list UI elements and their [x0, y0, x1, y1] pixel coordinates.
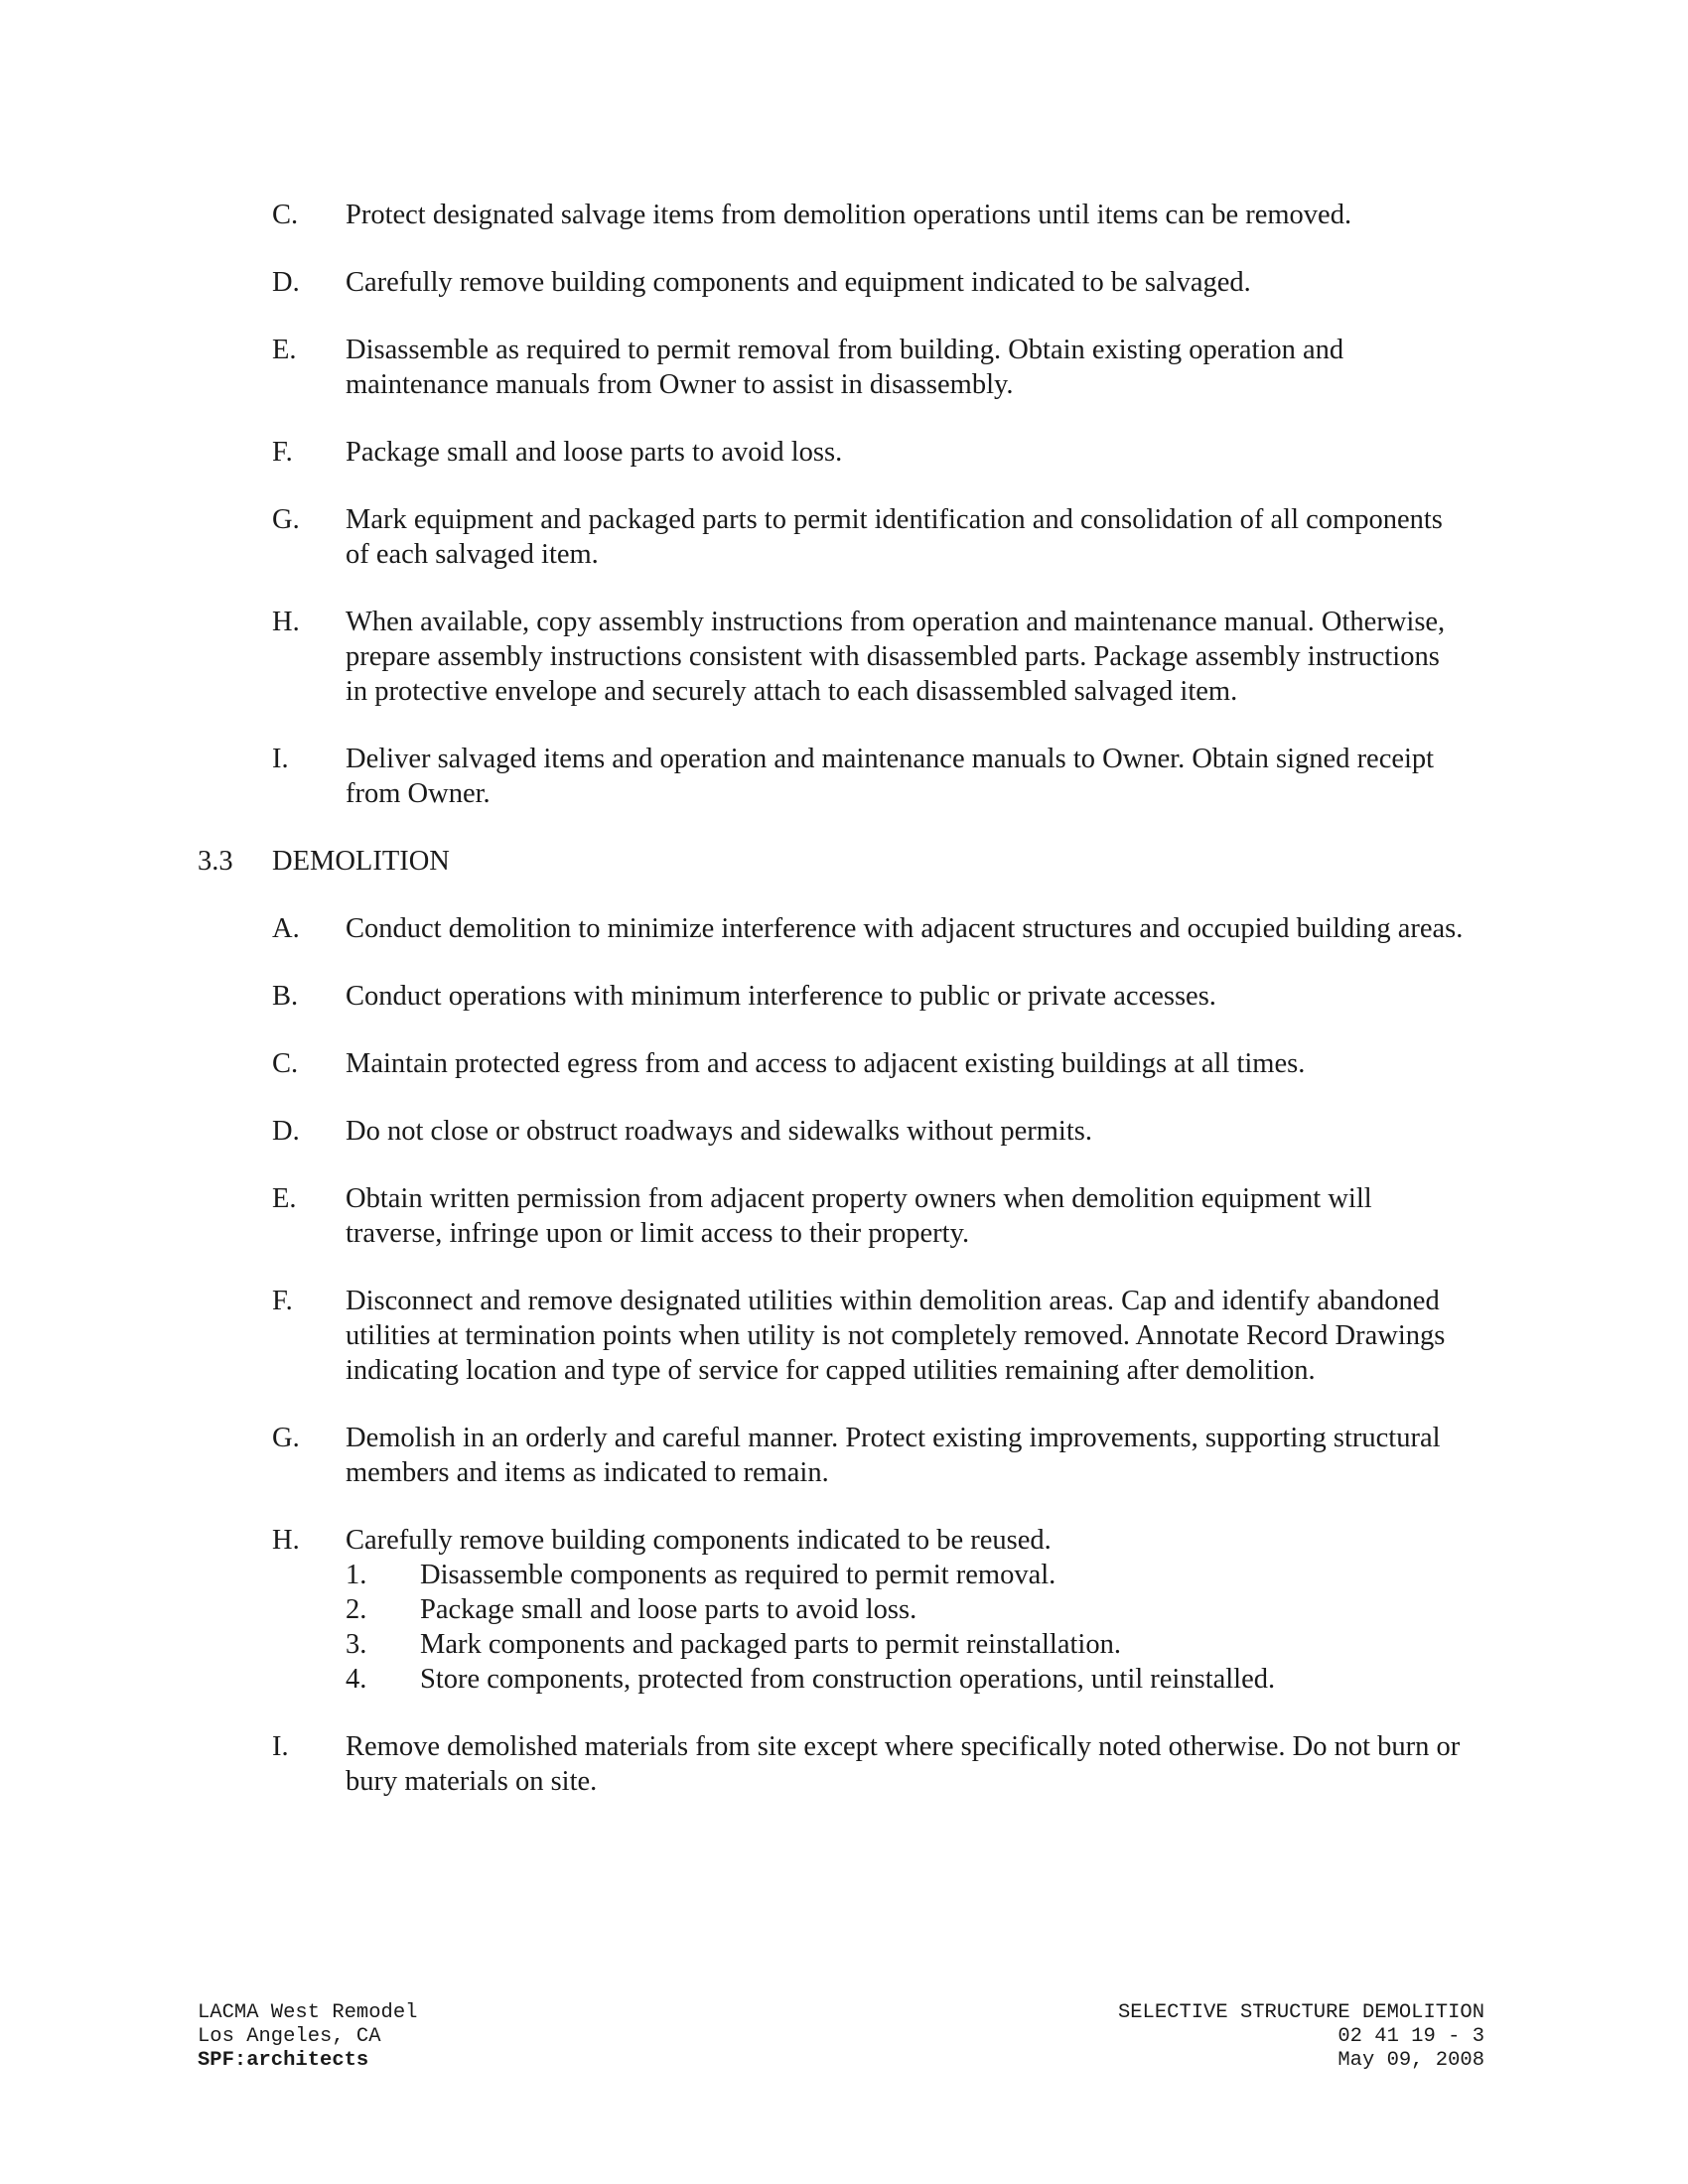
item-text: Conduct operations with minimum interference to public or private accesses.: [346, 981, 1216, 1012]
section-heading-3-3: [0, 844, 1688, 879]
footer-section-number: 02 41 19 - 3: [1337, 2025, 1484, 2048]
item-text: Disassemble as required to permit removal from building. Obtain existing operation and maintenance manuals from Owner to assist in disassembly.: [346, 335, 1344, 400]
document-body: [0, 198, 1688, 1832]
footer-right: [1118, 2001, 1484, 2073]
item-3-2-e: [0, 333, 1468, 402]
footer-section-title: SELECTIVE STRUCTURE DEMOLITION: [1117, 2001, 1484, 2024]
item-text: Package small and loose parts to avoid loss.: [346, 437, 843, 468]
item-3-3-a: [0, 911, 1468, 946]
footer-location: Los Angeles, CA: [198, 2025, 381, 2048]
item-3-2-f: [0, 435, 1468, 470]
item-text: Mark equipment and packaged parts to permit identification and consolidation of all components of each salvaged item.: [346, 504, 1443, 570]
item-text: Do not close or obstruct roadways and sidewalks without permits.: [346, 1116, 1092, 1147]
item-label: F.: [272, 1286, 293, 1316]
item-label: I.: [272, 744, 289, 774]
item-3-2-c: [0, 198, 1468, 232]
item-text: Carefully remove building components and equipment indicated to be salvaged.: [346, 267, 1251, 298]
item-text: When available, copy assembly instructions from operation and maintenance manual. Otherwise, prepare assembly instructions consistent with disassembled parts. Package assembly instructions in protective envelope and securely attach to each disassembled salvaged item.: [346, 607, 1446, 707]
item-3-2-d: [0, 265, 1468, 300]
item-text: Conduct demolition to minimize interference with adjacent structures and occupied building areas.: [346, 913, 1464, 944]
item-3-3-c: [0, 1046, 1468, 1081]
section-number: 3.3: [198, 846, 233, 877]
item-3-3-d: [0, 1114, 1468, 1149]
item-label: F.: [272, 437, 293, 468]
item-3-2-i: [0, 742, 1468, 811]
footer-date: May 09, 2008: [1337, 2049, 1484, 2072]
item-label: C.: [272, 1048, 299, 1079]
item-text: Maintain protected egress from and access to adjacent existing buildings at all times.: [346, 1048, 1306, 1079]
item-label: E.: [272, 335, 297, 365]
sub-item-4: [0, 1662, 1468, 1697]
item-3-3-i: [0, 1729, 1468, 1799]
item-text: Protect designated salvage items from demolition operations until items can be removed.: [346, 200, 1352, 230]
item-text: Disconnect and remove designated utilities within demolition areas. Cap and identify abandoned utilities at termination points when utility is not completely removed. Annotate Record Drawings indicating location and type of service for capped utilities remaining after demolition.: [346, 1286, 1446, 1386]
item-3-3-b: [0, 979, 1468, 1014]
item-label: I.: [272, 1731, 289, 1762]
item-3-2-h: [0, 605, 1468, 709]
item-text: Carefully remove building components indicated to be reused.: [346, 1525, 1052, 1556]
sub-item-text: Disassemble components as required to permit removal.: [420, 1560, 1056, 1590]
item-3-3-g: [0, 1421, 1468, 1490]
item-label: A.: [272, 913, 300, 944]
item-3-2-g: [0, 502, 1468, 572]
item-text: Demolish in an orderly and careful manner. Protect existing improvements, supporting structural members and items as indicated to remain.: [346, 1423, 1441, 1488]
item-label: C.: [272, 200, 299, 230]
item-h-sublist: [0, 1558, 1468, 1697]
footer-project: LACMA West Remodel: [198, 2001, 418, 2024]
item-label: B.: [272, 981, 299, 1012]
item-label: D.: [272, 267, 300, 298]
item-label: H.: [272, 607, 300, 637]
sub-item-2: [0, 1592, 1468, 1627]
item-label: H.: [272, 1525, 300, 1556]
item-text: Remove demolished materials from site except where specifically noted otherwise. Do not burn or bury materials on site.: [346, 1731, 1461, 1797]
item-text: Obtain written permission from adjacent property owners when demolition equipment will traverse, infringe upon or limit access to their property.: [346, 1183, 1372, 1249]
sub-item-label: 4.: [346, 1664, 367, 1695]
item-3-3-f: [0, 1284, 1468, 1388]
sub-item-label: 2.: [346, 1594, 367, 1625]
sub-item-1: [0, 1558, 1468, 1592]
footer-left: [198, 2001, 417, 2073]
sub-item-text: Package small and loose parts to avoid loss.: [420, 1594, 917, 1625]
section-title: DEMOLITION: [272, 846, 450, 877]
footer-firm: SPF:architects: [198, 2049, 369, 2072]
item-3-3-e: [0, 1181, 1468, 1251]
sub-item-text: Store components, protected from construction operations, until reinstalled.: [420, 1664, 1276, 1695]
item-text: Deliver salvaged items and operation and maintenance manuals to Owner. Obtain signed receipt from Owner.: [346, 744, 1435, 809]
item-3-3-h: [0, 1523, 1468, 1697]
sub-item-text: Mark components and packaged parts to permit reinstallation.: [420, 1629, 1121, 1660]
sub-item-label: 3.: [346, 1629, 367, 1660]
item-label: G.: [272, 1423, 300, 1453]
item-label: D.: [272, 1116, 300, 1147]
sub-item-label: 1.: [346, 1560, 367, 1590]
item-label: G.: [272, 504, 300, 535]
item-label: E.: [272, 1183, 297, 1214]
sub-item-3: [0, 1627, 1468, 1662]
